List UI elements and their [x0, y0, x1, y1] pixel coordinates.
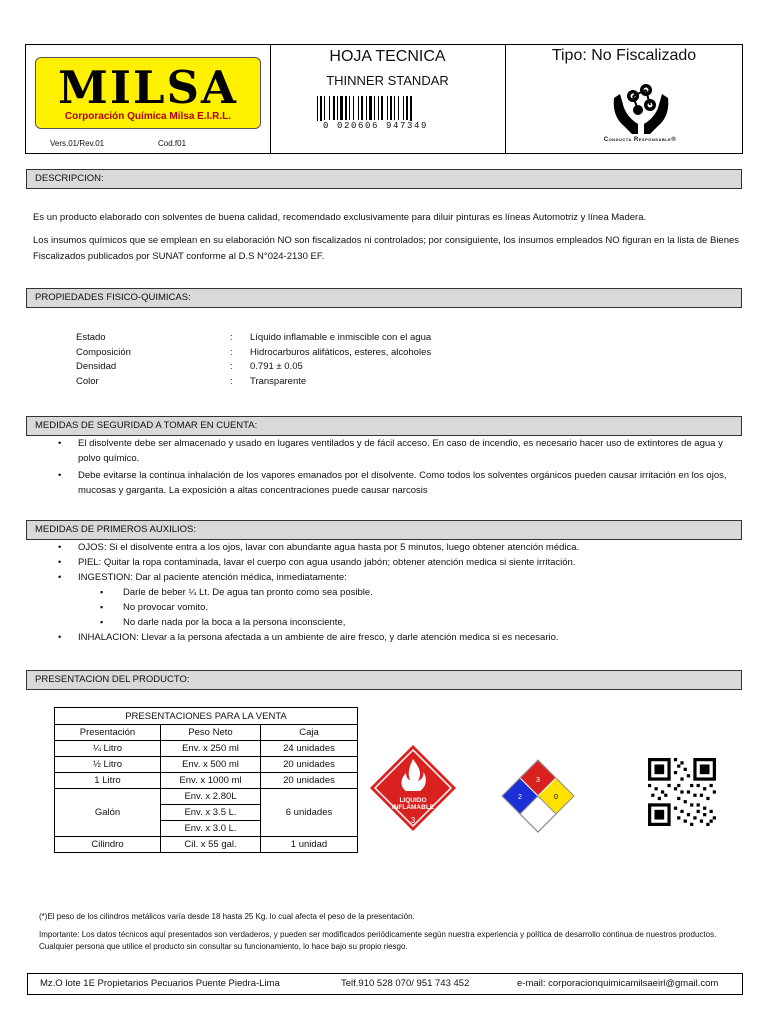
svg-text:3: 3 — [410, 816, 416, 825]
responsible-care-icon — [608, 80, 674, 136]
list-item: • INHALACION: Llevar a la persona afectada a un ambiente de aire fresco, y darle atención medica si es necesario. — [27, 630, 739, 645]
barcode-number: 0 020606 947349 — [313, 121, 438, 131]
property-row: Composición : Hidrocarburos alifáticos, esteres, alcoholes — [76, 346, 432, 358]
qr-code-icon — [648, 758, 716, 826]
conducta-responsable-label: Conducta Responsable® — [603, 137, 677, 143]
table-row: ¼ Litro Env. x 250 ml 24 unidades — [55, 741, 358, 757]
table-row: Env. x 3.5 L. — [55, 805, 358, 821]
seguridad-list — [27, 436, 739, 498]
list-item: ▪ Darle de beber ¼ Lt. De agua tan pronto como sea posible. — [27, 585, 739, 600]
footer-address: Mz.O lote 1E Propietarios Pecuarios Puente Piedra-Lima — [40, 978, 280, 989]
table-row: 1 Litro Env. x 1000 ml 20 unidades — [55, 773, 358, 789]
presentations-table — [54, 707, 358, 853]
list-item: • PIEL: Quitar la ropa contaminada, lavar el cuerpo con agua usando jabón; obtener atención medica si siente irritación. — [27, 555, 739, 570]
table-row: Env. x 3.0 L. — [55, 821, 358, 837]
descripcion-p2: Los insumos químicos que se emplean en su elaboración NO son fiscalizados ni controlados; por consiguiente, los insumos empleados NO figuran en la lista de Bienes Fiscalizados publicados por SUNAT conforme al D.S N°024-2130 EF. — [33, 235, 740, 262]
svg-text:INFLAMABLE: INFLAMABLE — [391, 804, 435, 811]
svg-text:0: 0 — [554, 794, 558, 801]
list-item: • El disolvente debe ser almacenado y usado en lugares ventilados y de fácil acceso. En caso de incendio, es necesario hacer uso de extintores de agua y polvo químico. — [27, 436, 739, 466]
svg-text:2: 2 — [518, 794, 522, 801]
section-seguridad: MEDIDAS DE SEGURIDAD A TOMAR EN CUENTA: — [26, 416, 742, 436]
property-row: Densidad : 0.791 ± 0.05 — [76, 361, 303, 372]
footer-phone: Telf.910 528 070/ 951 743 452 — [341, 978, 470, 989]
svg-text:LIQUIDO: LIQUIDO — [399, 797, 427, 804]
property-row: Color : Transparente — [76, 375, 307, 387]
version-label: Vers.01/Rev.01 — [50, 139, 105, 148]
product-name: THINNER STANDAR — [326, 73, 449, 88]
note-importante: Importante: Los datos técnicos aquí presentados son verdaderos, y pueden ser modificados periódicamente según nuestra experiencia y política de desarrollo continua de nuestros productos. Cualquier persona que utilice el producto sin consultar su funcionamiento, lo hace bajo su propio riesgo. — [39, 930, 717, 951]
section-propiedades: PROPIEDADES FISICO-QUIMICAS: — [26, 288, 742, 308]
section-auxilios: MEDIDAS DE PRIMEROS AUXILIOS: — [26, 520, 742, 540]
list-item: ▪ No provocar vomito. — [27, 600, 739, 615]
property-row: Estado : Líquido inflamable e inmiscible con el agua — [76, 332, 432, 343]
milsa-logo: MILSA Corporación Química Milsa E.I.R.L. — [35, 57, 261, 129]
table-row: PRESENTACIONES PARA LA VENTA — [55, 708, 358, 725]
table-row: ½ Litro Env. x 500 ml 20 unidades — [55, 757, 358, 773]
nfpa-diamond-icon — [500, 758, 576, 834]
sheet-title: HOJA TECNICA — [329, 48, 446, 65]
list-item: • Debe evitarse la continua inhalación de los vapores emanados por el disolvente. Como todos los solventes orgánicos pueden causar irritación en los ojos, mucosas y garganta. La exposición a altas concentraciones puede causar narcosis — [27, 468, 739, 498]
auxilios-list — [27, 540, 739, 645]
descripcion-p1: Es un producto elaborado con solventes de buena calidad, recomendado exclusivamente para diluir pinturas es líneas Automotriz y línea Madera. — [33, 212, 647, 223]
code-label: Cod.f01 — [158, 139, 187, 148]
footer-box — [27, 973, 743, 995]
svg-text:3: 3 — [536, 777, 540, 784]
section-presentacion: PRESENTACION DEL PRODUCTO: — [26, 670, 742, 690]
section-descripcion: DESCRIPCION: — [26, 169, 742, 189]
table-row: Presentación Peso Neto Caja — [55, 725, 358, 741]
list-item: • OJOS: Si el disolvente entra a los ojos, lavar con abundante agua hasta por 5 minutos, luego obtener atención médica. — [27, 540, 739, 555]
table-row: Cilindro Cil. x 55 gal. 1 unidad — [55, 837, 358, 853]
properties-list — [76, 331, 576, 389]
list-item: ▪ No darle nada por la boca a la persona inconsciente, — [27, 615, 739, 630]
list-item: • INGESTION: Dar al paciente atención médica, inmediatamente: — [27, 570, 739, 585]
flammable-liquid-icon — [368, 743, 458, 833]
tipo-label: Tipo: No Fiscalizado — [551, 47, 697, 64]
footer-email: e-mail: corporacionquimicamilsaeirl@gmail.com — [517, 978, 719, 989]
note-cilindros: (*)El peso de los cilindros metálicos varía desde 18 hasta 25 Kg. lo cual afecta el peso de la presentación. — [39, 912, 415, 921]
table-row: Galón Env. x 2.80L 6 unidades — [55, 789, 358, 805]
